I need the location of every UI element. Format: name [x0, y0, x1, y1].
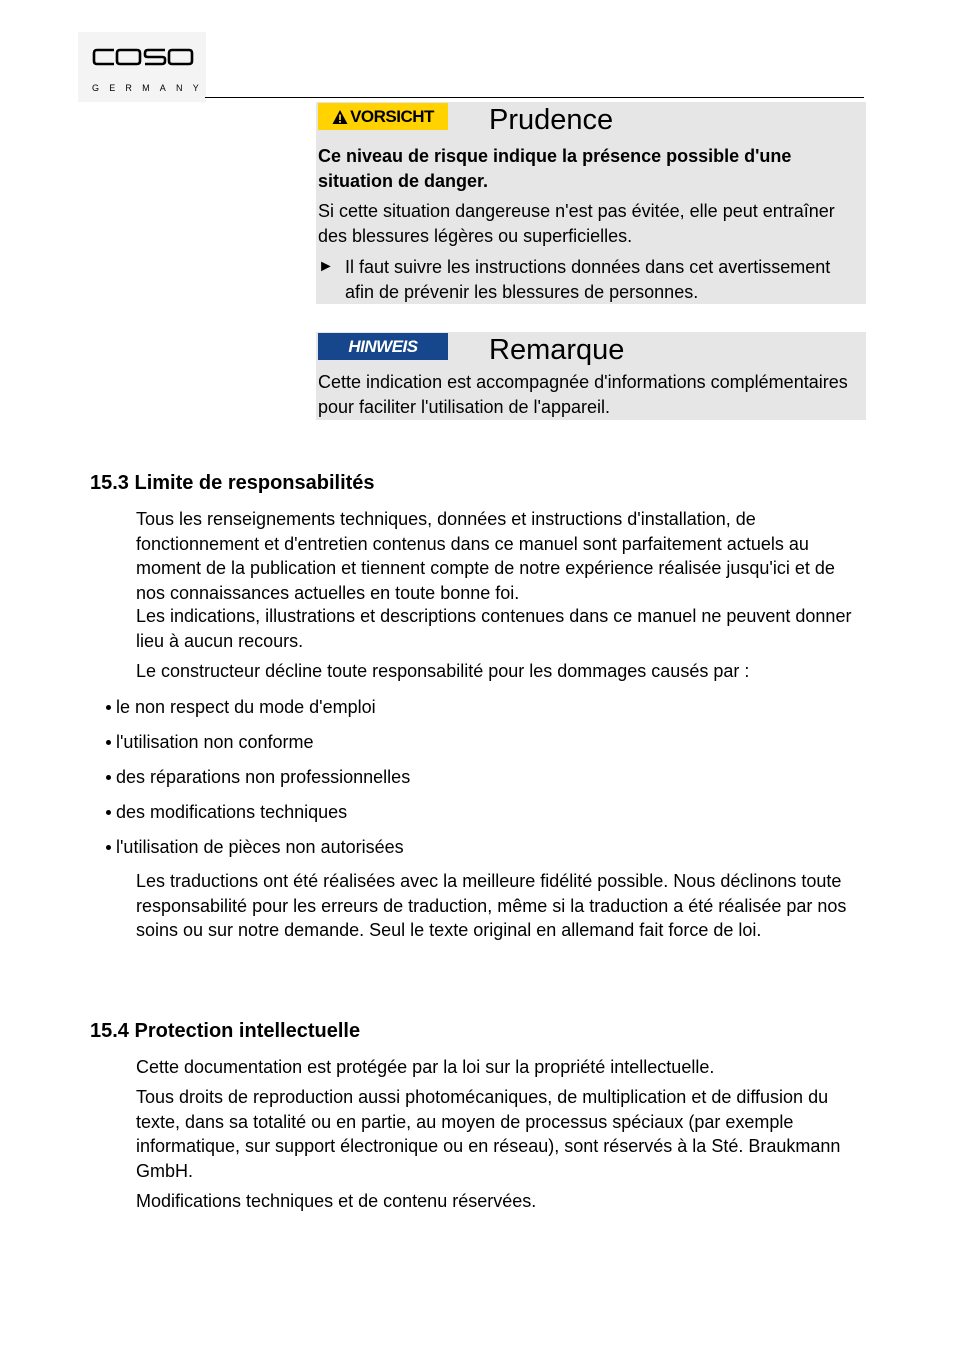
- logo-tagline: GERMANY: [92, 83, 209, 93]
- notice-text: Cette indication est accompagnée d'informations complémentaires pour faciliter l'utilisation de l'appareil.: [318, 372, 848, 417]
- caution-instruction-text: Il faut suivre les instructions données dans cet avertissement afin de prévenir les blessures de personnes.: [345, 257, 831, 302]
- bullet-icon: [106, 705, 111, 710]
- section-heading-15-4: 15.4 Protection intellectuelle: [90, 1020, 361, 1042]
- caution-instruction: [318, 255, 856, 304]
- notice-title: Remarque: [489, 334, 625, 366]
- list-item: l'utilisation non conforme: [106, 730, 314, 754]
- list-item: l'utilisation de pièces non autorisées: [106, 835, 404, 859]
- caso-logo-wordmark: [92, 44, 194, 70]
- caution-risk-level-text: Ce niveau de risque indique la présence possible d'une situation de danger.: [318, 146, 792, 191]
- caution-consequence-text: Si cette situation dangereuse n'est pas évitée, elle peut entraîner des blessures légères ou superficielles.: [318, 201, 835, 246]
- caution-badge: [318, 103, 448, 130]
- arrow-right-icon: ►: [318, 258, 334, 275]
- bullet-icon: [106, 810, 111, 815]
- notice-badge: [318, 333, 448, 360]
- paragraph-reproduction-rights: Tous droits de reproduction aussi photomécaniques, de multiplication et de diffusion du texte, dans sa totalité ou en partie, au moyen de processus spéciaux (par exemple informatique, sur support électronique ou en réseau), sont réservés à la Sté. Braukmann GmbH.: [136, 1087, 841, 1181]
- caution-box: [316, 102, 866, 304]
- list-item: des réparations non professionnelles: [106, 765, 410, 789]
- paragraph-modifications: Modifications techniques et de contenu réservées.: [136, 1191, 537, 1211]
- paragraph-technical-info: Tous les renseignements techniques, données et instructions d'installation, de fonctionnement et d'entretien contenus dans ce manuel sont parfaitement actuels au moment de la publication et tiennent compte de notre expérience réalisée jusqu'ici et de nos connaissances actuelles en toute bonne foi.: [136, 509, 835, 603]
- paragraph-translations: Les traductions ont été réalisées avec la meilleure fidélité possible. Nous déclinons toute responsabilité pour les erreurs de traduction, même si la traduction a été réalisée par nos soins ou sur notre demande. Seul le texte original en allemand fait force de loi.: [136, 871, 847, 940]
- section-heading-15-3: 15.3 Limite de responsabilités: [90, 472, 375, 494]
- bullet-icon: [106, 740, 111, 745]
- notice-box: [316, 332, 866, 420]
- warning-triangle-icon: [332, 109, 348, 125]
- caution-badge-label: VORSICHT: [350, 106, 434, 126]
- paragraph-copyright: Cette documentation est protégée par la loi sur la propriété intellectuelle.: [136, 1057, 715, 1077]
- caution-title: Prudence: [489, 104, 614, 136]
- list-item: des modifications techniques: [106, 800, 347, 824]
- notice-badge-label: HINWEIS: [348, 336, 418, 356]
- paragraph-liability-intro: Le constructeur décline toute responsabilité pour les dommages causés par :: [136, 661, 750, 681]
- paragraph-no-recourse: Les indications, illustrations et descriptions contenues dans ce manuel ne peuvent donner lieu à aucun recours.: [136, 606, 852, 651]
- header-divider: [205, 97, 864, 98]
- bullet-icon: [106, 845, 111, 850]
- bullet-icon: [106, 775, 111, 780]
- list-item: le non respect du mode d'emploi: [106, 695, 376, 719]
